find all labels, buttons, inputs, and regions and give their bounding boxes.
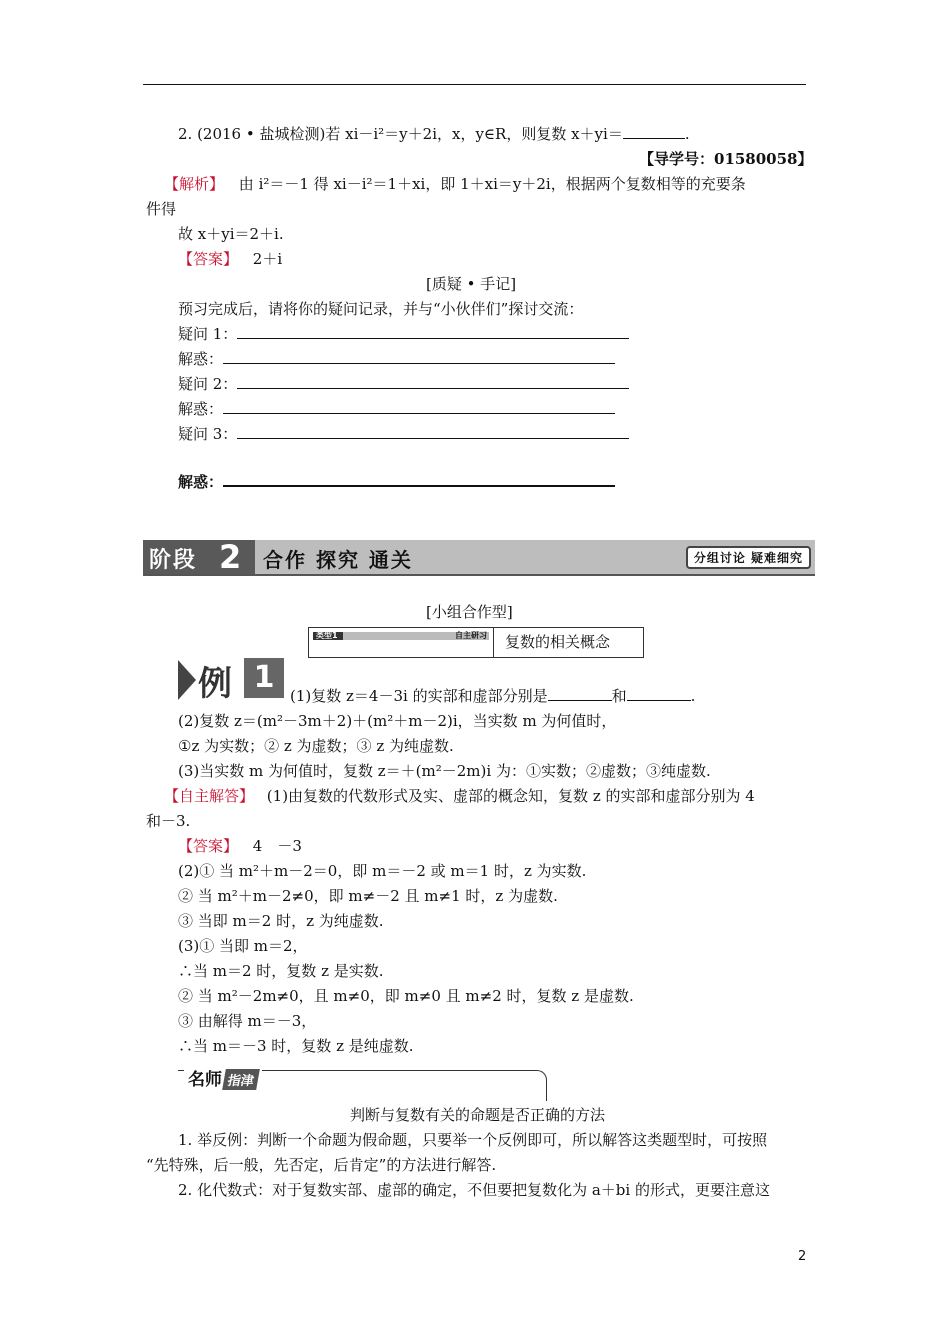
note-line[interactable] bbox=[237, 374, 629, 389]
answer-label: 【答案】 bbox=[178, 250, 239, 268]
type-tag-cell bbox=[309, 628, 494, 657]
analysis-line-1: 【解析】 由 i²＝－1 得 xi－i²＝1＋xi，即 1＋xi＝y＋2i，根据两个复数相等的充要条 bbox=[164, 175, 746, 193]
solution-line: (2)① 当 m²＋m－2＝0，即 m＝－2 或 m＝1 时，z 为实数. bbox=[178, 862, 587, 880]
answer-label: 【答案】 bbox=[178, 837, 239, 855]
stage-label: 阶段 bbox=[149, 548, 198, 573]
solution-line: ∴当 m＝2 时，复数 z 是实数. bbox=[178, 962, 384, 980]
tip-paragraph-2: 2. 化代数式：对于复数实部、虚部的确定，不但要把复数化为 a＋bi 的形式，更要注意这 bbox=[178, 1181, 770, 1199]
solution-line: ∴当 m＝－3 时，复数 z 是纯虚数. bbox=[178, 1037, 414, 1055]
answer-blank bbox=[623, 124, 685, 139]
self-solution-line-2: 和－3. bbox=[146, 812, 191, 830]
note-question-2: 疑问 2： bbox=[178, 374, 629, 394]
analysis-line-2: 件得 bbox=[146, 200, 177, 218]
section-title: 合作 探究 通关 bbox=[263, 548, 413, 572]
example-badge bbox=[178, 656, 286, 704]
note-line[interactable] bbox=[223, 349, 615, 364]
section-tagline: 分组讨论 疑难细究 bbox=[686, 546, 811, 569]
tip-label bbox=[184, 1065, 262, 1090]
note-answer-2: 解惑： bbox=[178, 399, 615, 419]
tip-label-main: 名师 bbox=[188, 1070, 222, 1090]
note-line[interactable] bbox=[237, 424, 629, 439]
stage-tag bbox=[143, 540, 255, 574]
type-box bbox=[308, 627, 644, 658]
answer-1 bbox=[178, 249, 282, 269]
analysis-line-3: 故 x＋yi＝2＋i. bbox=[178, 225, 284, 243]
solution-line: ③ 当即 m＝2 时，z 为纯虚数. bbox=[178, 912, 384, 930]
answer-2 bbox=[178, 836, 302, 856]
section-banner bbox=[143, 540, 815, 576]
header-rule bbox=[143, 84, 806, 85]
tip-label-badge: 指津 bbox=[222, 1069, 260, 1090]
example-part-2: (2)复数 z＝(m²－3m＋2)＋(m²＋m－2)i，当实数 m 为何值时， bbox=[178, 712, 617, 730]
note-answer-1: 解惑： bbox=[178, 349, 615, 369]
analysis-label: 【解析】 bbox=[164, 175, 225, 193]
type-title: 复数的相关概念 bbox=[505, 633, 611, 651]
solution-line: (3)① 当即 m＝2， bbox=[178, 937, 308, 955]
note-line[interactable] bbox=[237, 324, 629, 339]
tip-heading: 判断与复数有关的命题是否正确的方法 bbox=[350, 1106, 606, 1124]
note-answer-3: 解惑： bbox=[178, 471, 615, 492]
self-solution-line-1: 【自主解答】 (1)由复数的代数形式及实、虚部的概念知，复数 z 的实部和虚部分别为 4 bbox=[164, 787, 755, 805]
example-part-3: (3)当实数 m 为何值时，复数 z＝＋(m²－2m)i 为：①实数；②虚数；③纯虚数. bbox=[178, 762, 711, 780]
question-2-text: 2. (2016 • 盐城检测)若 xi－i²＝y＋2i，x，y∈R，则复数 x＋yi＝ bbox=[178, 125, 623, 143]
note-line[interactable] bbox=[223, 471, 615, 487]
type-tag-right: 自主研习 bbox=[455, 631, 487, 640]
note-question-1: 疑问 1： bbox=[178, 324, 629, 344]
example-number: 1 bbox=[244, 658, 284, 698]
tip-paragraph-1: 1. 举反例：判断一个命题为假命题，只要举一个反例即可，所以解答这类题型时，可按照 bbox=[178, 1131, 768, 1149]
answer-blank bbox=[548, 686, 612, 701]
tip-paragraph-1-cont: “先特殊，后一般，先否定，后肯定”的方法进行解答. bbox=[146, 1156, 497, 1174]
notes-intro: 预习完成后，请将你的疑问记录，并与“小伙伴们”探讨交流： bbox=[178, 300, 584, 318]
solution-line: ③ 由解得 m＝－3， bbox=[178, 1012, 317, 1030]
note-question-3: 疑问 3： bbox=[178, 424, 629, 444]
arrow-icon bbox=[178, 660, 196, 700]
example-part-1: (1)复数 z＝4－3i 的实部和虚部分别是 和 . bbox=[290, 687, 696, 705]
solution-line: ② 当 m²＋m－2≠0，即 m≠－2 且 m≠1 时，z 为虚数. bbox=[178, 887, 558, 905]
note-line[interactable] bbox=[223, 399, 615, 414]
notes-heading: [质疑 • 手记] bbox=[426, 275, 517, 293]
guide-number: 【导学号：01580058】 bbox=[639, 150, 813, 168]
page-number: 2 bbox=[798, 1249, 807, 1264]
example-part-2-items: ①z 为实数；② z 为虚数；③ z 为纯虚数. bbox=[178, 737, 454, 755]
answer-blank bbox=[627, 686, 691, 701]
answer-value: 2＋i bbox=[252, 250, 283, 268]
solution-line: ② 当 m²－2m≠0，且 m≠0，即 m≠0 且 m≠2 时，复数 z 是虚数. bbox=[178, 987, 634, 1005]
type-tag-label: 类型1 bbox=[316, 631, 338, 640]
stage-number: 2 bbox=[219, 538, 242, 576]
self-solution-label: 【自主解答】 bbox=[164, 787, 255, 805]
group-heading: [小组合作型] bbox=[426, 603, 513, 621]
answer-value: 4 －3 bbox=[252, 837, 302, 855]
example-word: 例 bbox=[198, 664, 232, 704]
question-2: 2. (2016 • 盐城检测)若 xi－i²＝y＋2i，x，y∈R，则复数 x＋yi＝ . bbox=[178, 125, 690, 143]
